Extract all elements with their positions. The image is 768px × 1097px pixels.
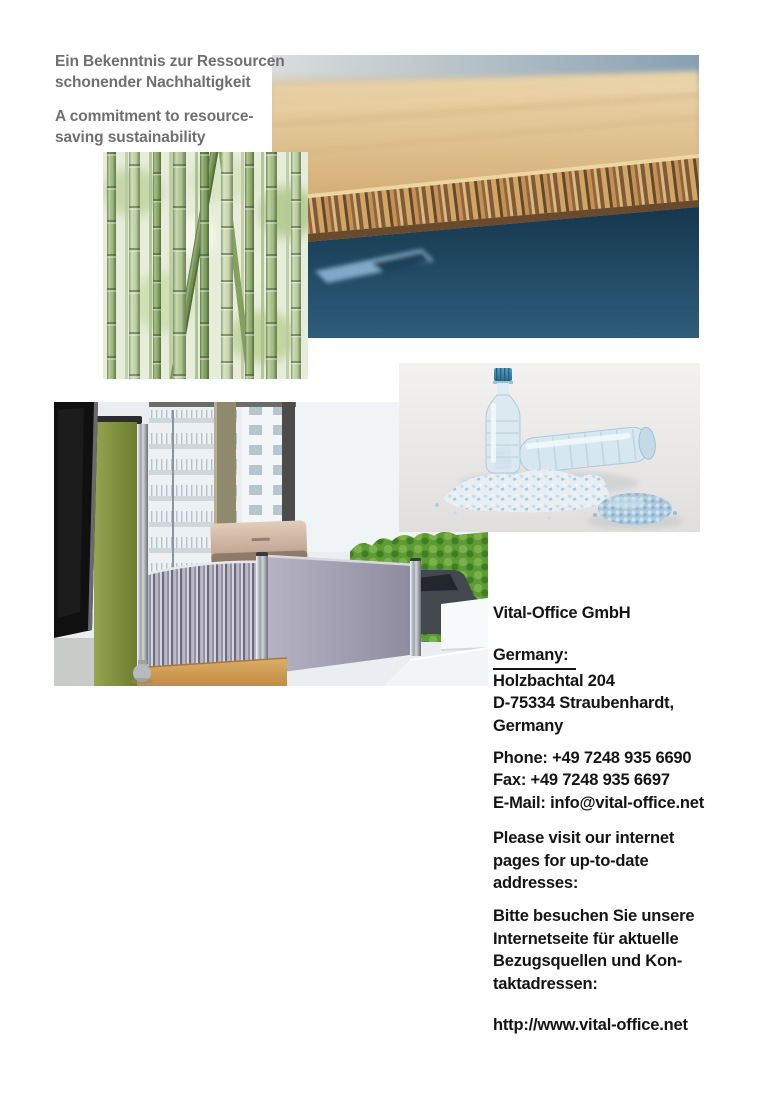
visit-note-english <box>493 827 725 894</box>
contact-block <box>493 602 725 1037</box>
address-block <box>493 644 725 737</box>
company-name: Vital-Office GmbH <box>493 604 631 622</box>
headline-english <box>55 106 285 148</box>
headline-english-line-2: saving sustainability <box>55 129 206 146</box>
fax-line: Fax: +49 7248 935 6697 <box>493 771 670 790</box>
bottles-photo <box>399 363 700 532</box>
country-heading-text: Germany: <box>493 644 576 669</box>
bamboo-illustration <box>103 152 308 379</box>
headline-english-line-1: A commitment to resource- <box>55 108 254 125</box>
address-line-street: Holzbachtal 204 <box>493 671 615 690</box>
bamboo-photo <box>103 152 308 379</box>
desk-edge-photo <box>272 55 699 338</box>
visit-en-line-2: pages for up-to-date <box>493 851 649 870</box>
visit-de-line-3: Bezugsquellen und Kon- <box>493 952 683 971</box>
desk-edge-illustration <box>272 55 699 338</box>
headline-german-line-1: Ein Bekenntnis zur Ressourcen <box>55 53 285 70</box>
visit-de-line-4: taktadressen: <box>493 974 598 993</box>
website-url: http://www.vital-office.net <box>493 1016 688 1035</box>
phone-block <box>493 747 725 814</box>
visit-de-line-2: Internetseite für aktuelle <box>493 929 679 948</box>
headline-german <box>55 51 285 93</box>
visit-en-line-1: Please visit our internet <box>493 829 675 848</box>
phone-line: Phone: +49 7248 935 6690 <box>493 749 692 768</box>
visit-note-german <box>493 905 725 995</box>
bottles-illustration <box>399 363 700 532</box>
country-heading <box>493 644 725 669</box>
address-line-country: Germany <box>493 716 564 735</box>
email-line: E-Mail: info@vital-office.net <box>493 793 705 812</box>
address-line-city: D-75334 Straubenhardt, <box>493 694 674 713</box>
visit-en-line-3: addresses: <box>493 874 579 893</box>
sustainability-headline <box>55 51 285 148</box>
visit-de-line-1: Bitte besuchen Sie unsere <box>493 907 695 926</box>
headline-german-line-2: schonender Nachhaltigkeit <box>55 74 251 91</box>
